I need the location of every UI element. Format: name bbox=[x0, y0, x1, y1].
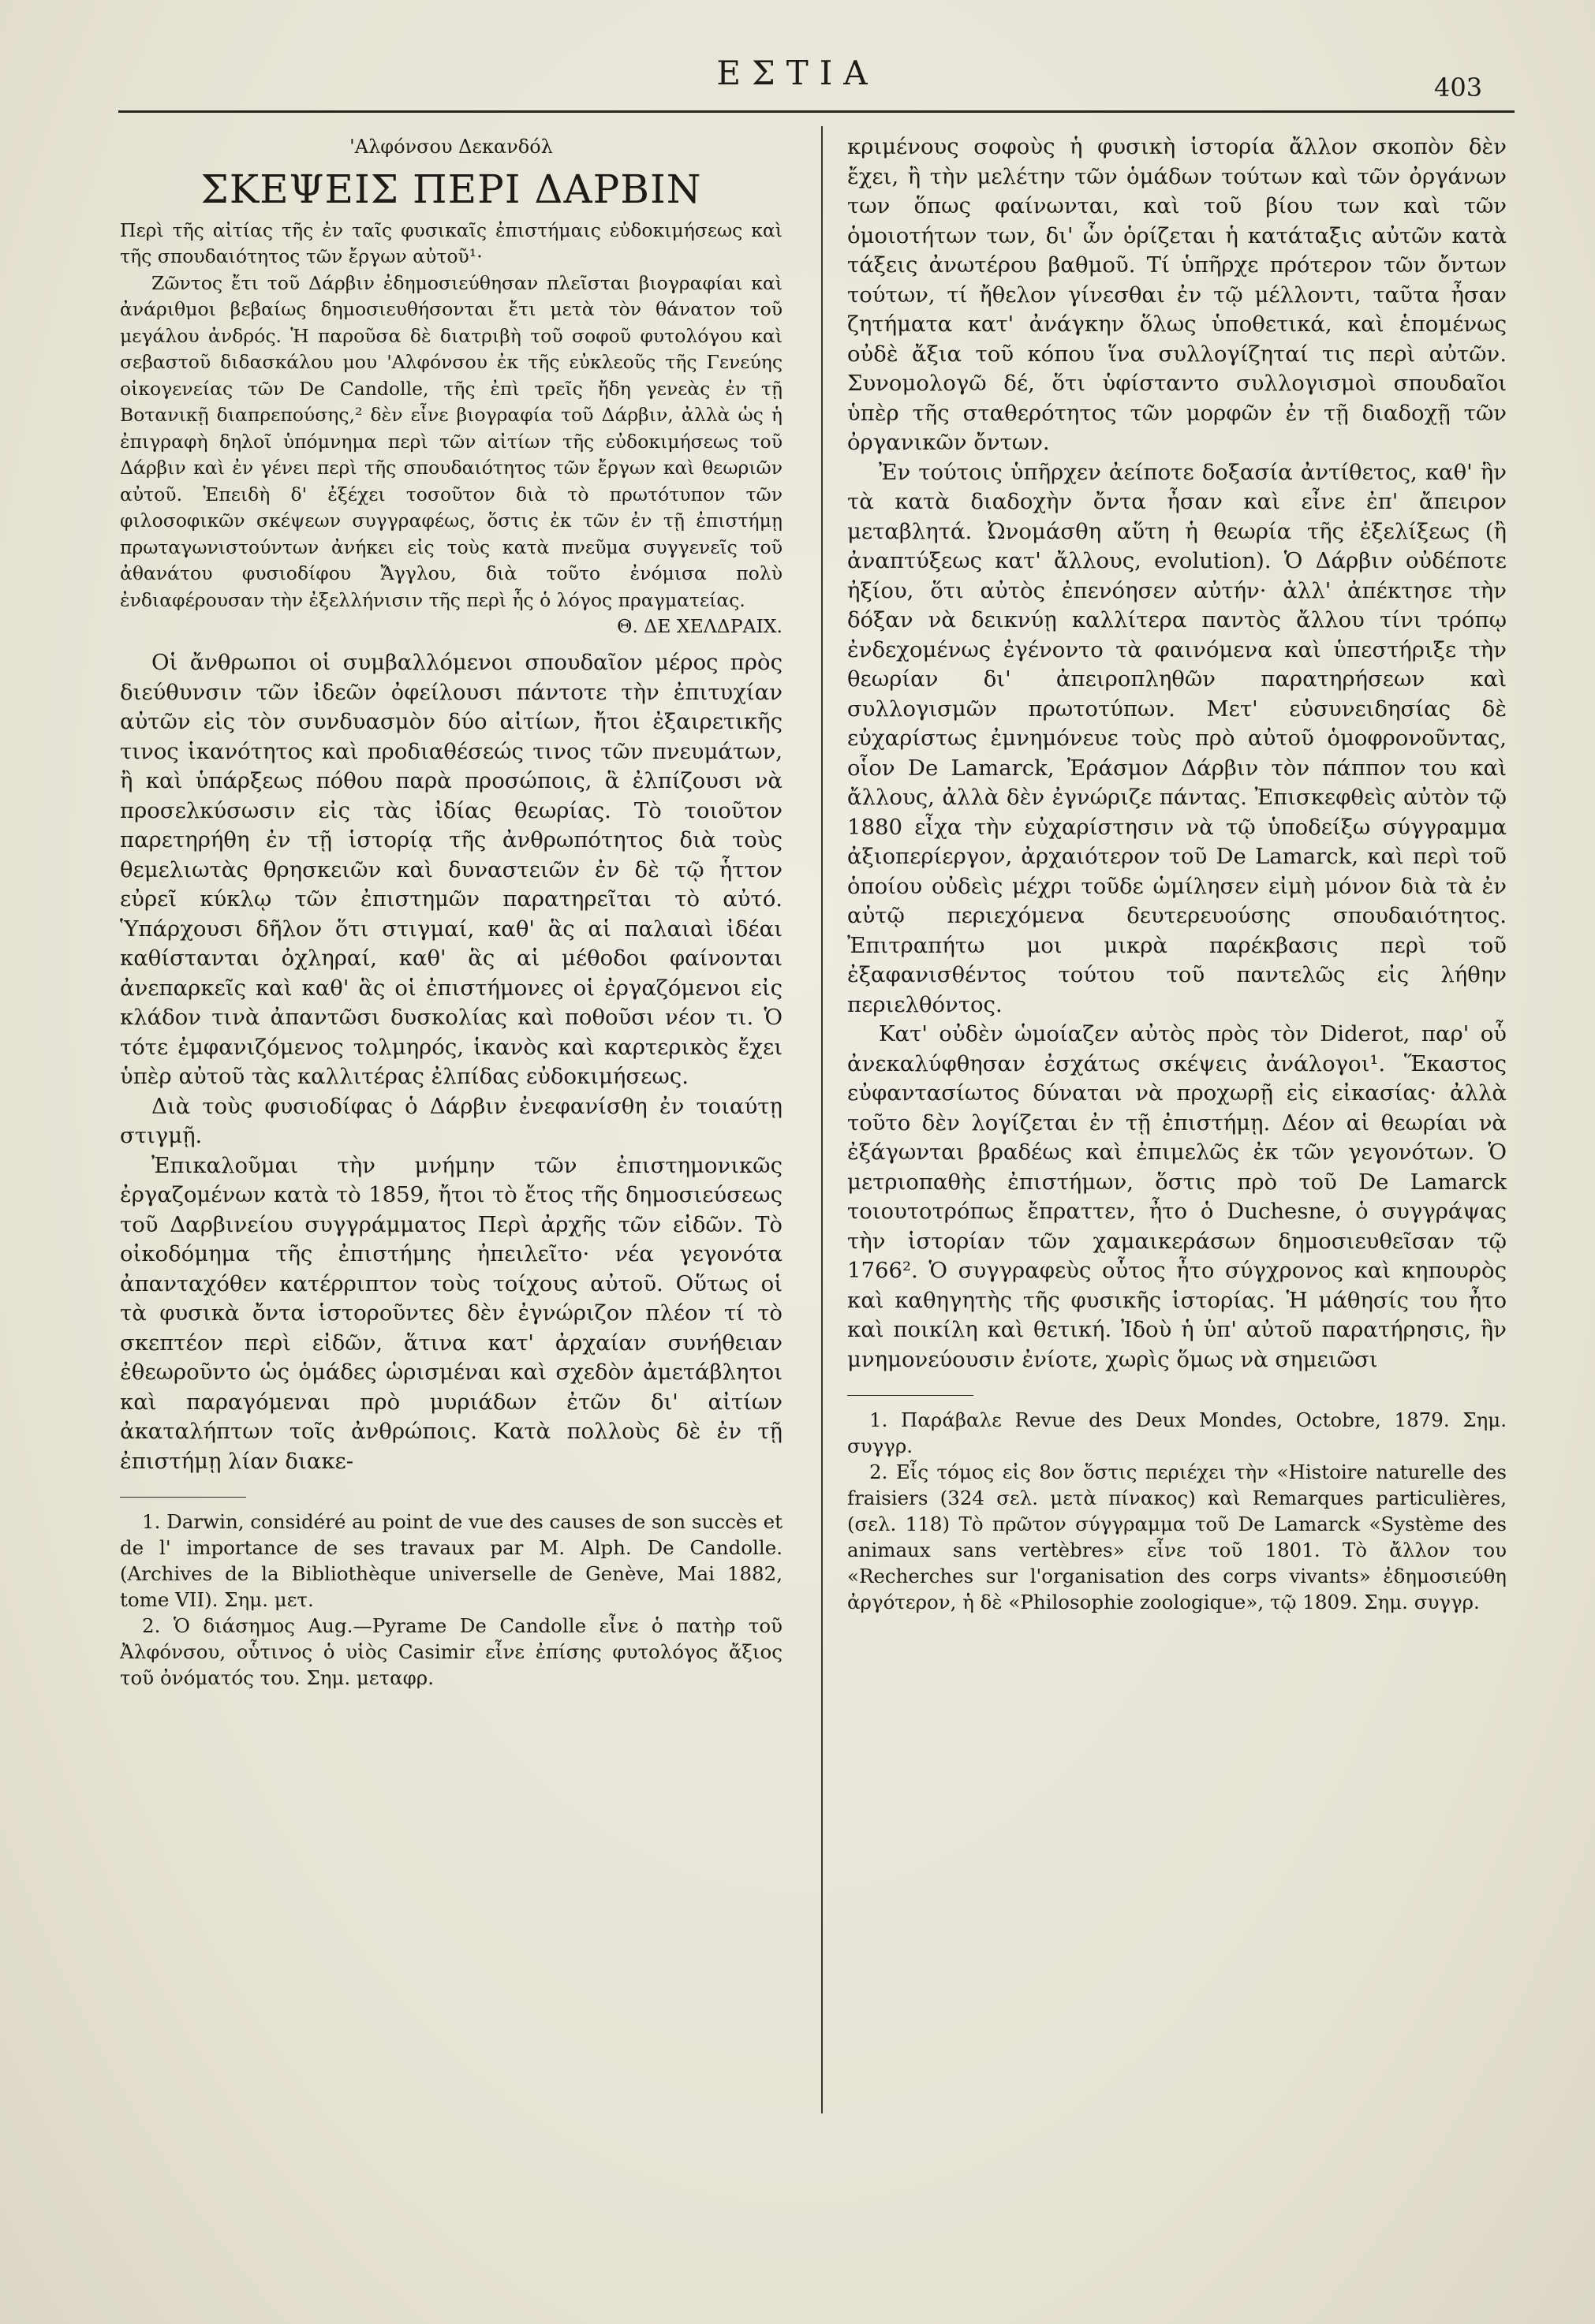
body-paragraph: Οἱ ἄνθρωποι οἱ συμβαλλόμενοι σπουδαῖον μέρος πρὸς διεύθυνσιν τῶν ἰδεῶν ὀφείλουσι πάντοτε τὴν ἐπιτυχίαν αὐτῶν εἰς τὸν συνδυασμὸν δύο αἰτίων, ἤτοι ἐξαιρετικῆς τινος ἱκανότητος καὶ προδιαθέσεώς τινος τῶν πνευμάτων, ἢ καὶ ὑπάρξεως πόθου παρὰ προσώποις, ἃ ἐλπίζουσι νὰ προσελκύσωσιν εἰς τὰς ἰδίας θεωρίας. Τὸ τοιοῦτον παρετηρήθη ἐν τῇ ἱστορίᾳ τῆς ἀνθρωπότητος διὰ τοὺς θεμελιωτὰς θρησκειῶν καὶ δυναστειῶν ἐν δὲ τῷ ἧττον εὐρεῖ κύκλῳ τῶν ἐπιστημῶν παρατηρεῖται τὸ αὐτό. Ὑπάρχουσι δῆλον ὅτι στιγμαί, καθ' ἃς αἱ παλαιαὶ ἰδέαι καθίστανται ὀχληραί, καθ' ἃς αἱ μέθοδοι φαίνονται ἀνεπαρκεῖς καὶ καθ' ἃς οἱ ἐπιστήμονες οἱ ἐργαζόμενοι εἰς κλάδον τινὰ ἀπαντῶσι δυσκολίας καὶ ποθοῦσι νέον τι. Ὁ τότε ἐμφανιζόμενος τολμηρός, ἱκανὸς καὶ καρτερικὸς ἔχει ὑπὲρ αὐτοῦ τὰς καλλιτέρας ἐλπίδας εὐδοκιμήσεως. bbox=[120, 650, 783, 1089]
left-body-text bbox=[120, 648, 783, 1476]
page-number: 403 bbox=[1434, 73, 1483, 103]
running-title: ΕΣΤΙΑ bbox=[716, 54, 879, 92]
footnote: 2. Εἷς τόμος εἰς 8ον ὅστις περιέχει τὴν «Histoire naturelle des fraisiers (324 σελ. μετὰ πίνακος) καὶ Remarques particulières, (σελ. 118) Τὸ πρῶτον σύγγραμμα τοῦ De Lamarck «Système des animaux sans vertèbres» εἶνε τοῦ 1801. Τὸ ἄλλον του «Recherches sur l'organisation des corps vivants» ἐδημοσιεύθη ἀργότερον, ἡ δὲ «Philosophie zoologique», τῷ 1809. Σημ. συγγρ. bbox=[847, 1460, 1507, 1613]
right-column bbox=[847, 132, 1507, 1615]
article-subtitle: Περὶ τῆς αἰτίας τῆς ἐν ταῖς φυσικαῖς ἐπιστήμαις εὐδοκιμήσεως καὶ τῆς σπουδαιότητος τῶν ἔργων αὐτοῦ¹· bbox=[120, 218, 783, 267]
column-divider bbox=[821, 126, 823, 2113]
footnote: 2. Ὁ διάσημος Aug.—Pyrame De Candolle εἶνε ὁ πατὴρ τοῦ Ἀλφόνσου, οὗτινος ὁ υἱὸς Casimir εἶνε ἐπίσης φυτολόγος ἄξιος τοῦ ὀνόματός του. Σημ. μεταφρ. bbox=[120, 1614, 783, 1689]
body-paragraph: Κατ' οὐδὲν ὡμοίαζεν αὐτὸς πρὸς τὸν Diderot, παρ' οὗ ἀνεκαλύφθησαν ἐσχάτως σκέψεις ἀνάλογοι¹. Ἕκαστος εὐφαντασίωτος δύναται νὰ προχωρῇ εἰς εἰκασίας· ἀλλὰ τοῦτο δὲν λογίζεται ἐν τῇ ἐπιστήμῃ. Δέον αἱ θεωρίαι νὰ ἐξάγωνται βραδέως καὶ ἐπιμελῶς ἐκ τῶν γεγονότων. Ὁ μετριοπαθὴς ἐπιστήμων, ὅστις πρὸ τοῦ De Lamarck τοιουτοτρόπως ἔπραττεν, ἦτο ὁ Duchesne, ὁ συγγράψας τὴν ἱστορίαν τῶν χαμαικεράσων δημοσιευθεῖσαν τῷ 1766². Ὁ συγγραφεὺς οὗτος ἦτο σύγχρονος καὶ κηπουρὸς καὶ καθηγητὴς τῆς φυσικῆς ἱστορίας. Ἡ μάθησίς του ἦτο καὶ ποικίλη καὶ θετική. Ἰδοὺ ἡ ὑπ' αὐτοῦ παρατήρησις, ἣν μνημονεύουσιν ἐνίοτε, χωρὶς ὅμως νὰ σημειῶσι bbox=[847, 1021, 1507, 1372]
footnote-rule bbox=[120, 1497, 246, 1498]
left-footnotes bbox=[120, 1509, 783, 1691]
left-column bbox=[120, 132, 783, 1691]
body-paragraph: Ἐπικαλοῦμαι τὴν μνήμην τῶν ἐπιστημονικῶς ἐργαζομένων κατὰ τὸ 1859, ἤτοι τὸ ἔτος τῆς δημοσιεύσεως τοῦ Δαρβινείου συγγράμματος Περὶ ἀρχῆς τῶν εἰδῶν. Τὸ οἰκοδόμημα τῆς ἐπιστήμης ἠπειλεῖτο· νέα γεγονότα ἀπανταχόθεν κατέρριπτον τοὺς τοίχους αὐτοῦ. Οὕτως οἱ τὰ φυσικὰ ὄντα ἱστοροῦντες δὲν ἐγνώριζον πλέον τί τὸ σκεπτέον περὶ εἰδῶν, ἅτινα κατ' ἀρχαίαν συνήθειαν ἐθεωροῦντο ὡς ὁμάδες ὡρισμέναι καὶ σχεδὸν ἀμετάβλητοι καὶ παραγόμεναι πρὸ μυριάδων ἐτῶν δι' αἰτίων ἀκαταλήπτων τοῖς ἀνθρώποις. Κατὰ πολλοὺς δὲ ἐν τῇ ἐπιστήμῃ λίαν διακε- bbox=[120, 1152, 783, 1474]
body-paragraph: Διὰ τοὺς φυσιοδίφας ὁ Δάρβιν ἐνεφανίσθη ἐν τοιαύτῃ στιγμῇ. bbox=[120, 1093, 783, 1148]
footnote: 1. Παράβαλε Revue des Deux Mondes, Octobre, 1879. Σημ. συγγρ. bbox=[847, 1408, 1507, 1457]
article-author: 'Αλφόνσου Δεκανδόλ bbox=[349, 136, 553, 158]
body-paragraph: κριμένους σοφοὺς ἡ φυσικὴ ἱστορία ἄλλον σκοπὸν δὲν ἔχει, ἢ τὴν μελέτην τῶν ὁμάδων τούτων καὶ τῶν ὀργάνων των ὅπως φαίνωνται, καὶ τοῦ βίου των καὶ τῶν ὁμοιοτήτων των, δι' ὧν ὁρίζεται ἡ κατάταξις αὐτῶν κατὰ τάξεις ἀνωτέρου βαθμοῦ. Τί ὑπῆρχε πρότερον τῶν ὄντων τούτων, τί ἤθελον γίνεσθαι ἐν τῷ μέλλοντι, ταῦτα ἦσαν ζητήματα κατ' ἀνάγκην ὅλως ὑποθετικά, καὶ ἑπομένως οὐδὲ ἄξια τοῦ κόπου ἵνα συλλογίζηταί τις περὶ αὐτῶν. Συνομολογῶ δέ, ὅτι ὑφίσταντο συλλογισμοὶ σπουδαῖοι ὑπὲρ τῆς σταθερότητος τῶν μορφῶν ἐν τῇ διαδοχῇ τῶν ὀργανικῶν ὄντων. bbox=[847, 134, 1507, 455]
footnote: 1. Darwin, considéré au point de vue des causes de son succès et de l' importance de ses travaux par M. Alph. De Candolle. (Archives de la Bibliothèque universelle de Genève, Mai 1882, tome VII). Σημ. μετ. bbox=[120, 1510, 783, 1611]
article-title: ΣΚΕΨΕΙΣ ΠΕΡΙ ΔΑΡΒΙΝ bbox=[200, 166, 702, 212]
body-paragraph: Ἐν τούτοις ὑπῆρχεν ἀείποτε δοξασία ἀντίθετος, καθ' ἣν τὰ κατὰ διαδοχὴν ὄντα ἦσαν καὶ εἶνε ἐπ' ἄπειρον μεταβλητά. Ὠνομάσθη αὕτη ἡ θεωρία τῆς ἐξελίξεως (ἢ ἀναπτύξεως κατ' ἄλλους, evolution). Ὁ Δάρβιν οὐδέποτε ἠξίου, ὅτι αὐτὸς ἐπενόησεν αὐτήν· ἀλλ' ἀπέκτησε τὴν δόξαν νὰ δεικνύῃ καλλίτερα παντὸς ἄλλου τίνι τρόπῳ ἐνδεχομένως ἐγένοντο τὰ φαινόμενα καὶ ὑπεστήριξε τὴν θεωρίαν δι' ἀπειροπληθῶν παρατηρήσεων καὶ συλλογισμῶν πρωτοτύπων. Μετ' εὐσυνειδησίας δὲ εὐχαρίστως ἐμνημόνευε τοὺς πρὸ αὐτοῦ ὁμοφρονοῦντας, οἷον De Lamarck, Ἐράσμον Δάρβιν τὸν πάππον του καὶ ἄλλους, ἀλλὰ δὲν ἐγνώριζε πάντας. Ἐπισκεφθεὶς αὐτὸν τῷ 1880 εἶχα τὴν εὐχαρίστησιν νὰ τῷ ὑποδείξω σύγγραμμα ἀξιοπερίεργον, ἀρχαιότερον τοῦ De Lamarck, καὶ περὶ τοῦ ὁποίου οὐδεὶς μέχρι τοῦδε ὡμίλησεν εἰμὴ μόνον διὰ τὰ ἐν αὐτῷ περιεχόμενα δευτερευούσης σπουδαιότητος. Ἐπιτραπήτω μοι μικρὰ παρέκβασις περὶ τοῦ ἐξαφανισθέντος τούτου τοῦ παντελῶς εἰς λήθην περιελθόντος. bbox=[847, 459, 1507, 1017]
translator-introduction: Ζῶντος ἔτι τοῦ Δάρβιν ἐδημοσιεύθησαν πλεῖσται βιογραφίαι καὶ ἀνάριθμοι βεβαίως δημοσιευθήσονται ἔτι μετὰ τὸν θάνατον τοῦ μεγάλου ἀνδρός. Ἡ παροῦσα δὲ διατριβὴ τοῦ σοφοῦ φυτολόγου καὶ σεβαστοῦ διδασκάλου μου 'Αλφόνσου ἐκ τῆς εὐκλεοῦς τῆς Γενεύης οἰκογενείας τῶν De Candolle, τῆς ἐπὶ τρεῖς ἤδη γενεὰς ἐν τῇ Βοτανικῇ διαπρεπούσης,² δὲν εἶνε βιογραφία τοῦ Δάρβιν, ἀλλὰ ὡς ἡ ἐπιγραφὴ δηλοῖ ὑπόμνημα περὶ τῶν αἰτίων τῆς εὐδοκιμήσεως τοῦ Δάρβιν καὶ ἐν γένει περὶ τῆς σπουδαιότητος τῶν ἔργων καὶ θεωριῶν αὐτοῦ. Ἐπειδὴ δ' ἐξέχει τοσοῦτον διὰ τὸ πρωτότυπον τῶν φιλοσοφικῶν σκέψεων συγγραφέως, ὅστις ἐκ τῶν ἐν τῇ ἐπιστήμῃ πρωταγωνιστούντων ἀνήκει εἰς τοὺς κατὰ πνεῦμα συγγενεῖς τοῦ ἀθανάτου φυσιοδίφου Ἄγγλου, διὰ τοῦτο ἐνόμισα πολὺ ἐνδιαφέρουσαν τὴν ἐξελλήνισιν τῆς περὶ ἧς ὁ λόγος πραγματείας. bbox=[120, 271, 783, 611]
translator-signature: Θ. ΔΕ ΧΕΛΔΡΑΙΧ. bbox=[617, 615, 783, 637]
footnote-rule bbox=[847, 1395, 973, 1396]
right-footnotes bbox=[847, 1407, 1507, 1615]
right-body-text bbox=[847, 132, 1507, 1375]
header-rule bbox=[118, 110, 1515, 113]
